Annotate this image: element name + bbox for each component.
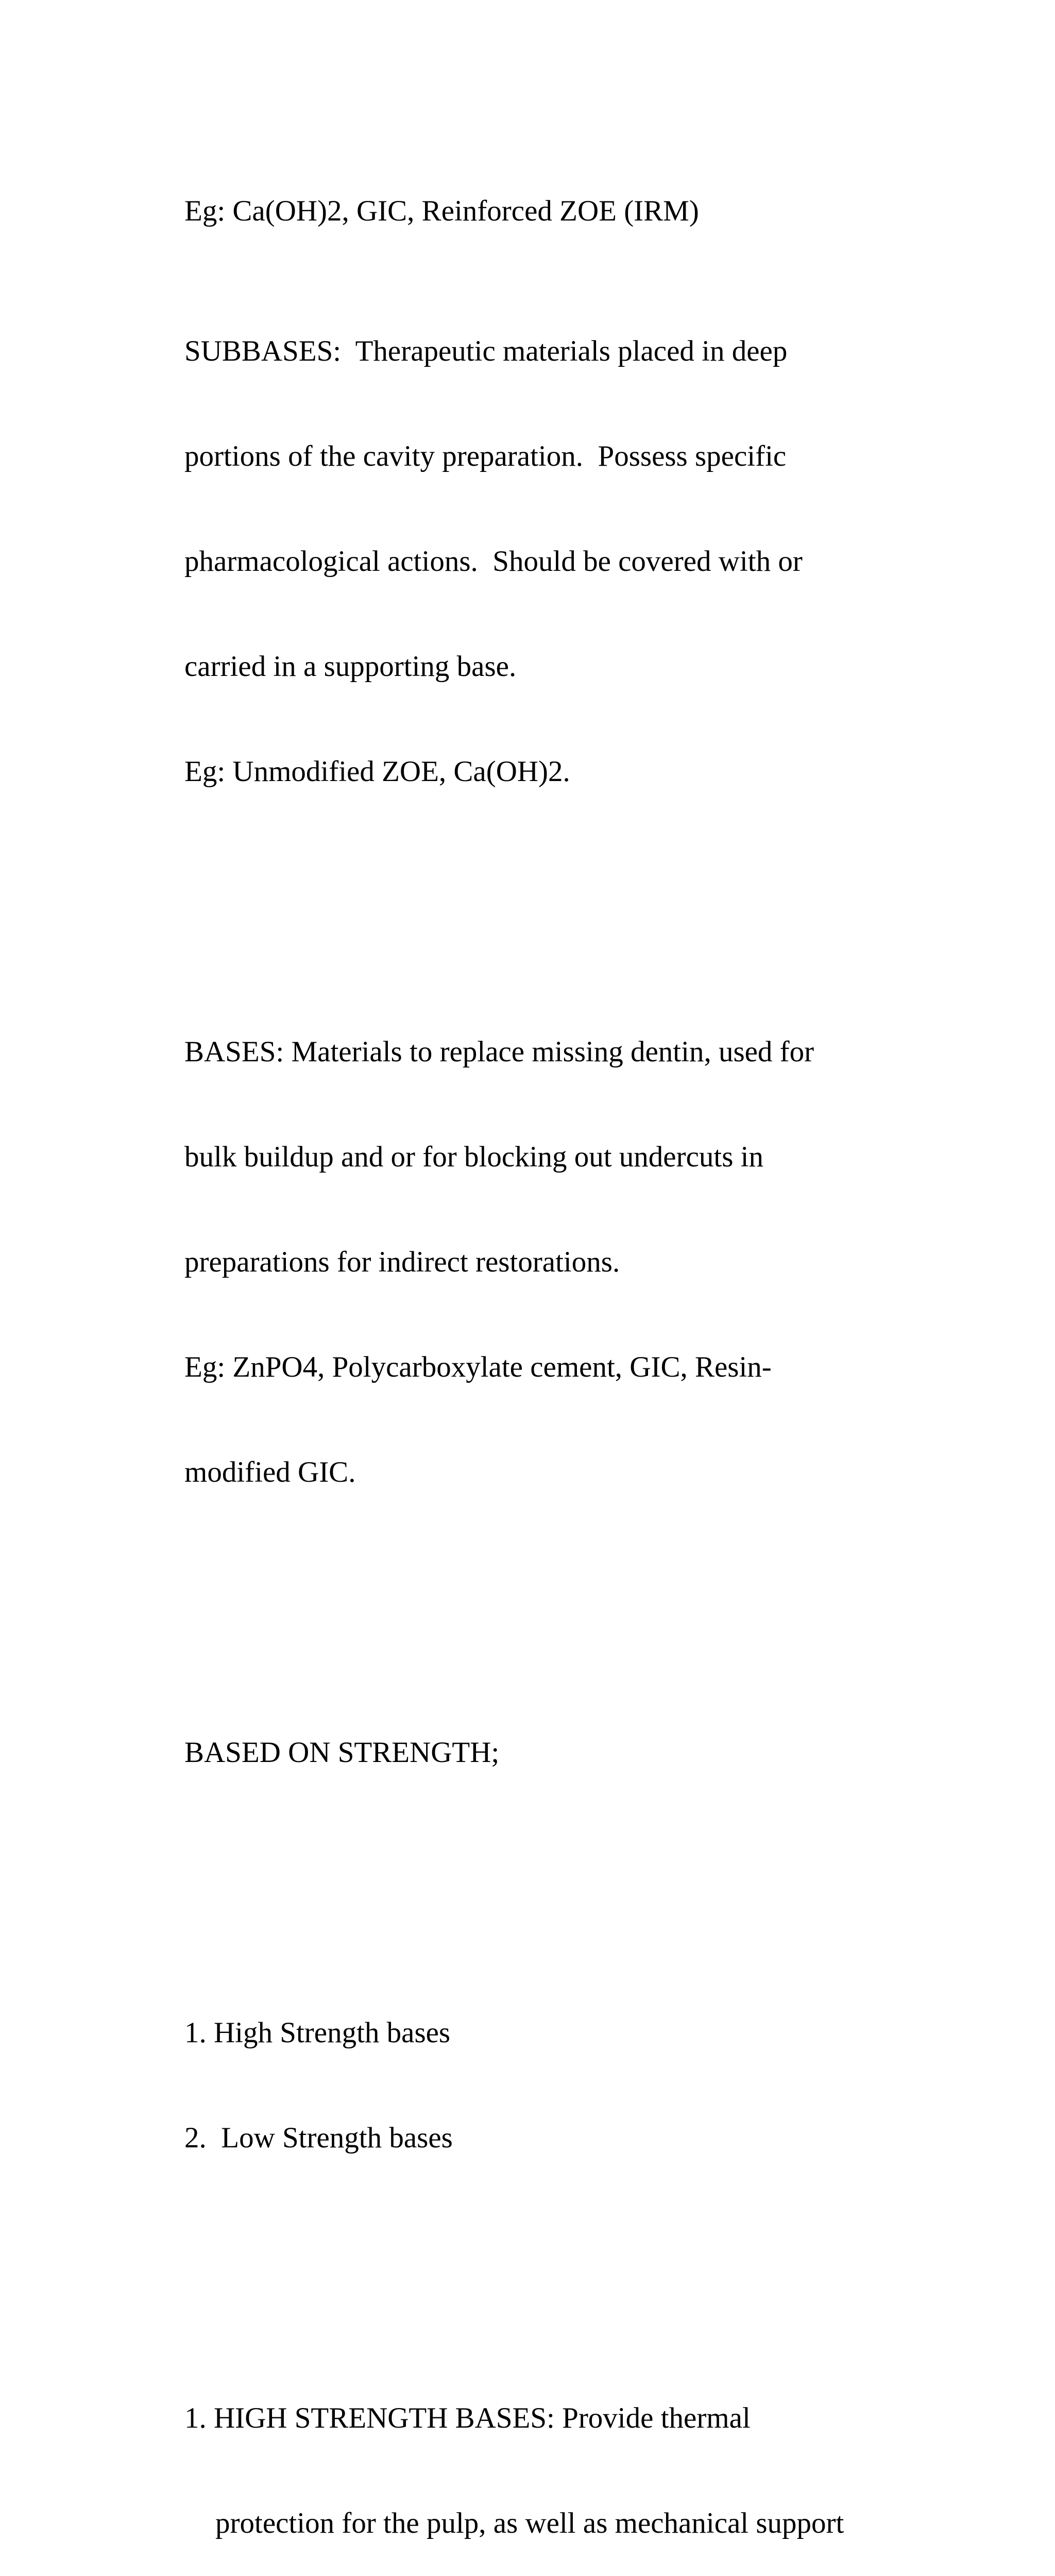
subbases-line-4: carried in a supporting base. — [184, 650, 517, 683]
bases-line-1: BASES: Materials to replace missing dentin, used for — [184, 1036, 814, 1068]
bases-example-line-1: Eg: ZnPO4, Polycarboxylate cement, GIC, Resin- — [184, 1351, 772, 1383]
intro-example: Eg: Ca(OH)2, GIC, Reinforced ZOE (IRM) — [184, 195, 699, 227]
strength-list-item-1: 1. High Strength bases — [184, 2016, 451, 2049]
bases-line-3: preparations for indirect restorations. — [184, 1246, 620, 1278]
high-strength-heading: 1. HIGH STRENGTH BASES: Provide thermal — [184, 2402, 751, 2434]
spacer — [184, 1595, 916, 1630]
bases-line-2: bulk buildup and or for blocking out undercuts in — [184, 1141, 763, 1173]
document-body — [184, 124, 916, 2576]
strength-heading: BASED ON STRENGTH; — [184, 1736, 500, 1769]
high-strength-line-1: protection for the pulp, as well as mechanical support — [215, 2507, 844, 2539]
spacer — [184, 1875, 916, 1910]
subbases-line-1: SUBBASES: Therapeutic materials placed in deep — [184, 335, 788, 367]
bases-example-line-2: modified GIC. — [184, 1456, 356, 1488]
spacer — [184, 894, 916, 929]
subbases-example: Eg: Unmodified ZOE, Ca(OH)2. — [184, 755, 570, 788]
spacer — [184, 2261, 916, 2296]
strength-list-item-2: 2. Low Strength bases — [184, 2122, 453, 2154]
subbases-line-3: pharmacological actions. Should be covered with or — [184, 545, 803, 578]
subbases-line-2: portions of the cavity preparation. Possess specific — [184, 440, 787, 472]
